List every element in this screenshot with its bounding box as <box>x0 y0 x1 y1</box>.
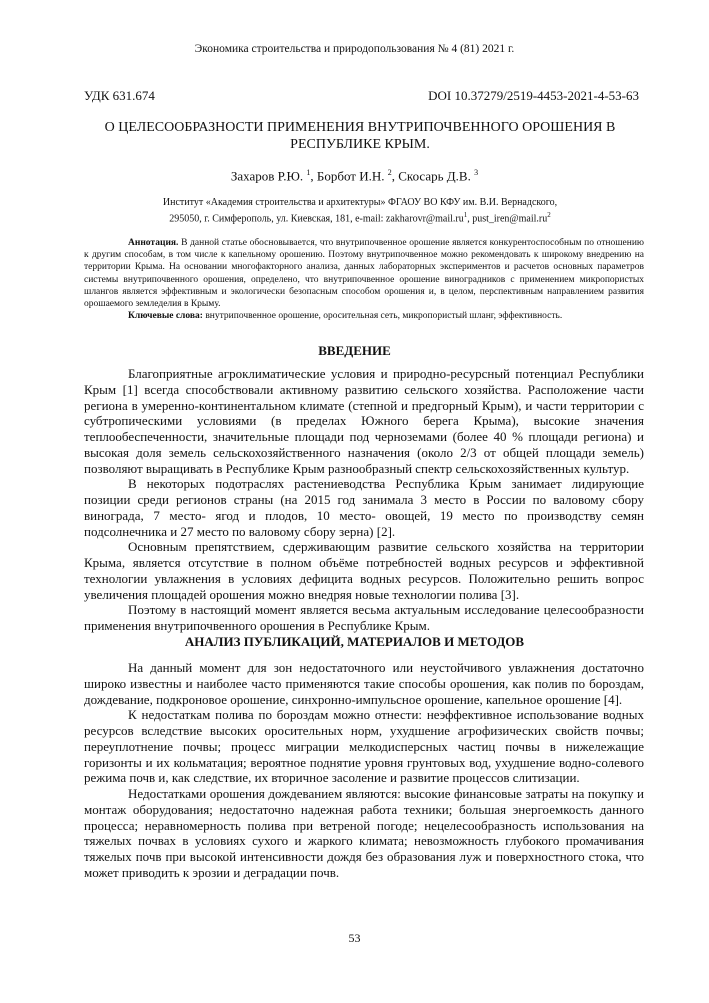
section-heading-intro: ВВЕДЕНИЕ <box>318 343 391 358</box>
keywords-label: Ключевые слова: <box>128 311 203 322</box>
affiliation-line1: Институт «Академия строительства и архитектуры» ФГАОУ ВО КФУ им. В.И. Вернадского, <box>162 197 558 208</box>
abstract-label: Аннотация. <box>128 238 179 248</box>
affiliation-line2 <box>120 209 600 225</box>
paragraph: Недостатками орошения дождеванием являются: высокие финансовые затраты на покупку и монтаж оборудования; недостаточно надежная работа техники; большая энергоемкость данного процесса; неравномерность полива при ветреной погоде; нецелесообразность использования на тяжелых почвах в условиях сухого и жаркого климата; невозможность глубокого промачивания тяжелых почв при высокой интенсивности дождя без образования луж и поверхностного стока, что может приводить к эрозии и деградации почв. <box>84 786 644 880</box>
paragraph: В некоторых подотраслях растениеводства Республика Крым занимает лидирующие позиции среди регионов страны (на 2015 год занимала 3 место в России по валовому сбору винограда, 7 место- ягод и плодов, 10 место- овощей, 19 место по производству семян подсолнечника и 27 место по валовому сбору зерна) [2]. <box>84 476 644 539</box>
doi: DOI 10.37279/2519-4453-2021-4-53-63 <box>428 88 639 103</box>
author-name: Скосарь Д.В. <box>398 168 471 184</box>
author-sep: , <box>310 168 317 184</box>
abstract-text: В данной статье обосновывается, что внутрипочвенное орошение является конкурентоспособным по отношению к другим способам, в том числе к капельному орошению. Поэтому внутрипочвенное можно рекомендовать к широкому внедрению на территории Крыма. На основании многофакторного анализа, данных лабораторных экспериментов и расчетов основных параметров системы внутрипочвенного орошения, определено, что внутрипочвенное орошение виноградников с применением микропористых шлангов является эффективным и экологически безопасным способом орошения и, в целом, перспективным направлением развития орошаемого земледелия в Крыму. <box>84 238 644 310</box>
author-name: Захаров Р.Ю. <box>230 168 304 184</box>
article-title: О ЦЕЛЕСООБРАЗНОСТИ ПРИМЕНЕНИЯ ВНУТРИПОЧВЕННОГО ОРОШЕНИЯ В РЕСПУБЛИКЕ КРЫМ. <box>104 120 616 152</box>
udk-code: УДК 631.674 <box>84 88 155 103</box>
paragraph: К недостаткам полива по бороздам можно отнести: неэффективное использование водных ресурсов вследствие высоких оросительных норм, ухудшение агрофизических свойств почвы; переуплотнение почвы; процесс миграции мелкодисперсных частиц почвы в нижележащие горизонты и их кольматация; вероятное поднятие уровня грунтовых вод, ухудшение водно-солевого режима почв и, как следствие, их вторичное засоление и развитие процессов слитизации. <box>84 707 644 786</box>
author-sup: 2 <box>387 168 392 177</box>
abstract-block <box>84 237 644 322</box>
author-sup: 3 <box>474 168 479 177</box>
page-number: 53 <box>348 931 361 945</box>
author-sep: , <box>391 168 399 184</box>
email-1: 295050, г. Симферополь, ул. Киевская, 181, e-mail: zakharovr@mail.ru <box>169 213 464 225</box>
author-name: Борбот И.Н. <box>316 168 385 184</box>
abstract-paragraph <box>84 237 644 310</box>
analysis-section <box>84 660 644 881</box>
paragraph: Поэтому в настоящий момент является весьма актуальным исследование целесообразности применения внутрипочвенного орошения в Республике Крым. <box>84 602 644 633</box>
intro-section <box>84 366 644 634</box>
keywords-paragraph <box>84 310 644 322</box>
email-sup: 1 <box>463 211 468 219</box>
author-sup: 1 <box>306 168 311 177</box>
paragraph: Благоприятные агроклиматические условия и природно-ресурсный потенциал Республики Крым [1] всегда способствовали активному развитию сельского хозяйства. Расположение части региона в умеренно-континентальном климате (степной и предгорный Крым), и части территории с субтропическими условиями (в пределах Южного берега Крыма), высокие значения теплообеспеченности, значительные площади под черноземами (более 40 % площади региона) и высокая доля земель сельскохозяйственного назначения (около 2/3 от общей площади земель) позволяют выращивать в Республике Крым разнообразный спектр сельскохозяйственных культур. <box>84 366 644 476</box>
keywords-text: внутрипочвенное орошение, оросительная сеть, микропористый шланг, эффективность. <box>205 311 563 322</box>
affiliation <box>120 196 600 225</box>
authors-line <box>0 168 709 184</box>
journal-header: Экономика строительства и природопользования № 4 (81) 2021 г. <box>194 43 515 55</box>
email-sup: 2 <box>547 211 551 219</box>
paragraph: Основным препятствием, сдерживающим развитие сельского хозяйства на территории Крыма, является отсутствие в полном объёме потребностей водных ресурсов и эффективной технологии увлажнения в условиях дефицита водных ресурсов. Положительно решить вопрос увеличения площадей орошения можно внедряя новые технологии полива [3]. <box>84 539 644 602</box>
paragraph: На данный момент для зон недостаточного или неустойчивого увлажнения достаточно широко известны и наиболее часто применяются такие способы орошения, как полив по бороздам, дождевание, подкроновое орошение, синхронно-импульсное орошение, капельное орошение [4]. <box>84 660 644 707</box>
email-2: , pust_iren@mail.ru <box>467 213 548 225</box>
section-heading-analysis: АНАЛИЗ ПУБЛИКАЦИЙ, МАТЕРИАЛОВ И МЕТОДОВ <box>184 634 525 649</box>
